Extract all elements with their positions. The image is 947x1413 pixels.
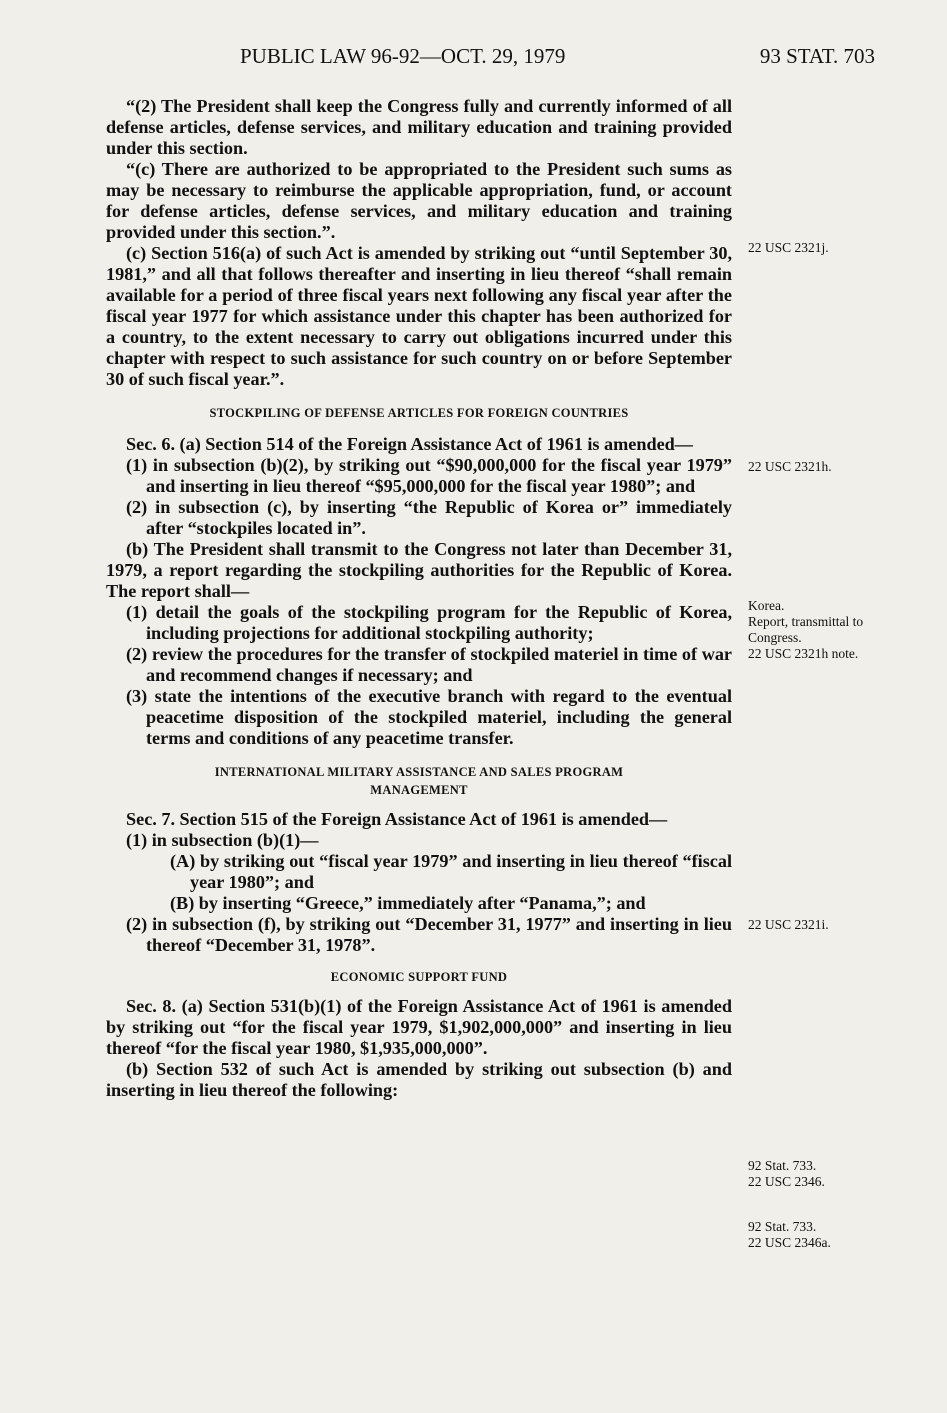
margin-note: 22 USC 2321i. bbox=[748, 917, 829, 932]
paragraph: (2) in subsection (c), by inserting “the Republic of Korea or” immediately after “stockpiles located in”. bbox=[126, 497, 732, 538]
paragraph: (2) review the procedures for the transfer of stockpiled materiel in time of war and recommend changes if necessary; and bbox=[126, 644, 732, 685]
paragraph: (3) state the intentions of the executive branch with regard to the eventual peacetime disposition of the stockpiled materiel, including the general terms and conditions of any peacetime transfer. bbox=[126, 686, 732, 748]
section-heading: ECONOMIC SUPPORT FUND bbox=[330, 970, 508, 984]
margin-note: Korea. Report, transmittal to Congress. 22 USC 2321h note. bbox=[748, 598, 864, 661]
document-body bbox=[106, 96, 732, 1101]
stat-page-number: 93 STAT. 703 bbox=[759, 44, 875, 68]
page-header bbox=[240, 44, 875, 78]
paragraph: (b) Section 532 of such Act is amended by striking out subsection (b) and inserting in lieu thereof the following: bbox=[106, 1059, 732, 1100]
paragraph: (B) by inserting “Greece,” immediately after “Panama,”; and bbox=[170, 893, 646, 913]
paragraph: Sec. 8. (a) Section 531(b)(1) of the Foreign Assistance Act of 1961 is amended by striking out “for the fiscal year 1979, $1,902,000,000” and inserting in lieu thereof “for the fiscal year 1980, $1,935,000,000”. bbox=[106, 996, 732, 1058]
paragraph: (1) in subsection (b)(2), by striking out “$90,000,000 for the fiscal year 1979” and inserting in lieu thereof “$95,000,000 for the fiscal year 1980”; and bbox=[126, 455, 732, 496]
margin-note: 92 Stat. 733. 22 USC 2346. bbox=[748, 1158, 825, 1189]
section-heading: INTERNATIONAL MILITARY ASSISTANCE AND SALES PROGRAM MANAGEMENT bbox=[214, 765, 624, 797]
paragraph: “(c) There are authorized to be appropriated to the President such sums as may be necessary to reimburse the applicable appropriation, fund, or account for defense articles, defense services, and military education and training provided under this section.”. bbox=[106, 159, 732, 242]
paragraph: Sec. 7. Section 515 of the Foreign Assistance Act of 1961 is amended— bbox=[126, 809, 668, 829]
paragraph: (1) detail the goals of the stockpiling program for the Republic of Korea, including projections for additional stockpiling authority; bbox=[126, 602, 732, 643]
paragraph: (1) in subsection (b)(1)— bbox=[126, 830, 319, 850]
margin-note: 92 Stat. 733. 22 USC 2346a. bbox=[748, 1219, 831, 1250]
margin-note: 22 USC 2321h. bbox=[748, 459, 832, 474]
section-heading: STOCKPILING OF DEFENSE ARTICLES FOR FOREIGN COUNTRIES bbox=[209, 406, 629, 420]
paragraph: (A) by striking out “fiscal year 1979” and inserting in lieu thereof “fiscal year 1980”; and bbox=[170, 851, 732, 892]
paragraph: (b) The President shall transmit to the Congress not later than December 31, 1979, a report regarding the stockpiling authorities for the Republic of Korea. The report shall— bbox=[106, 539, 732, 601]
paragraph: “(2) The President shall keep the Congress fully and currently informed of all defense articles, defense services, and military education and training provided under this section. bbox=[106, 96, 732, 158]
margin-note: 22 USC 2321j. bbox=[748, 240, 829, 255]
paragraph: Sec. 6. (a) Section 514 of the Foreign Assistance Act of 1961 is amended— bbox=[126, 434, 693, 454]
paragraph: (c) Section 516(a) of such Act is amended by striking out “until September 30, 1981,” and all that follows thereafter and inserting in lieu thereof “shall remain available for a period of three fiscal years next following any fiscal year after the fiscal year 1977 for which assistance under this chapter has been authorized for a country, to the extent necessary to carry out obligations incurred under this chapter with respect to such assistance for such country on or before September 30 of such fiscal year.”. bbox=[106, 243, 732, 389]
paragraph: (2) in subsection (f), by striking out “December 31, 1977” and inserting in lieu thereof “December 31, 1978”. bbox=[126, 914, 732, 955]
public-law-title: PUBLIC LAW 96-92—OCT. 29, 1979 bbox=[240, 44, 566, 68]
